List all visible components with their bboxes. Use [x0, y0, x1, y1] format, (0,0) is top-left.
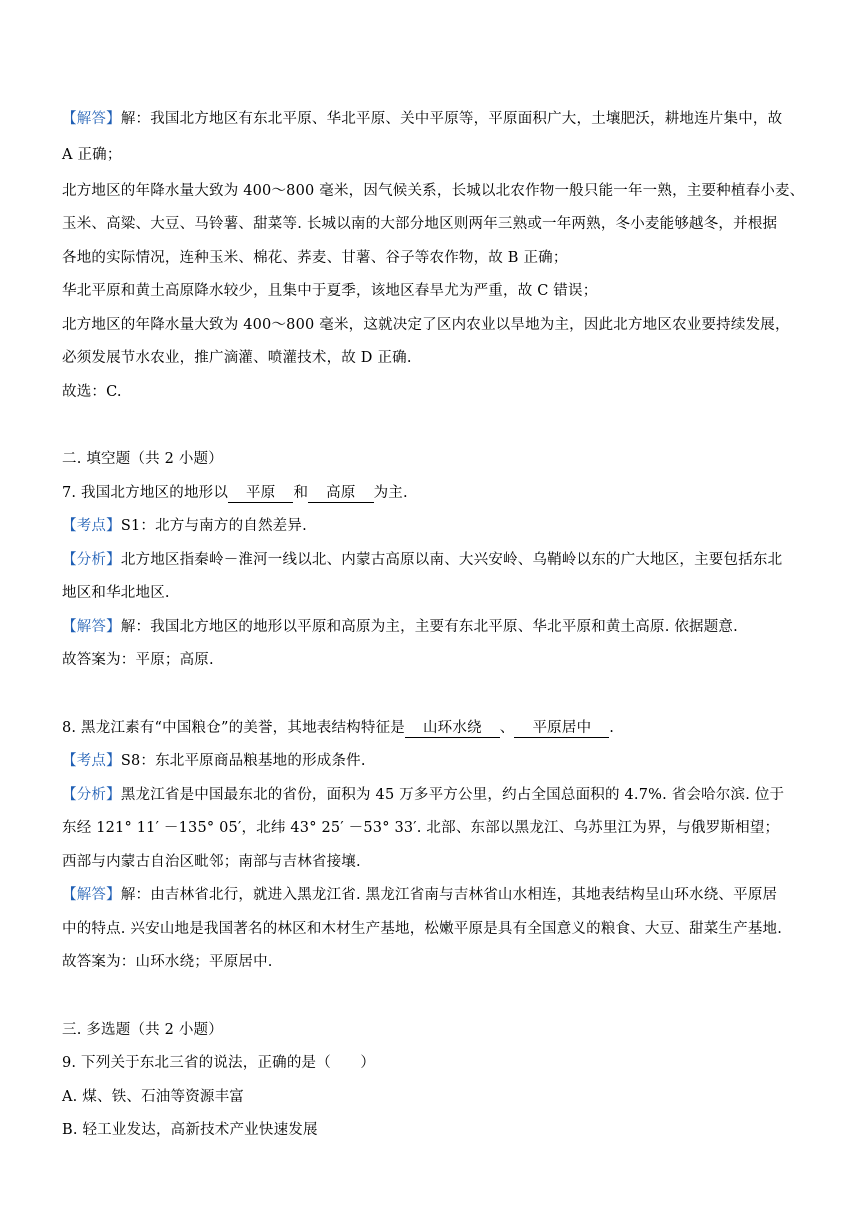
analysis-tag: 【分析】 [62, 552, 121, 568]
q8-analysis-line-3: 西部与内蒙古自治区毗邻；南部与吉林省接壤. [62, 854, 361, 870]
q8-blank-1: 山环水绕 [405, 719, 500, 738]
q6-answer-line-2: A 正确； [62, 147, 122, 163]
section-3-title: 三. 多选题（共 2 小题） [62, 1022, 223, 1038]
q6-answer-text: 解：我国北方地区有东北平原、华北平原、关中平原等，平原面积广大，土壤肥沃，耕地连片集中，故 [120, 111, 783, 127]
q8-answer-text: 解：由吉林省北行，就进入黑龙江省. 黑龙江省南与吉林省山水相连，其地表结构呈山环水绕、平原居 [120, 887, 778, 903]
q7-stem [62, 483, 408, 503]
analysis-tag: 【分析】 [62, 787, 121, 803]
q8-analysis-line-2: 东经 121° 11′ －135° 05′，北纬 43° 25′ －53° 33′. 北部、东部以黑龙江、乌苏里江为界，与俄罗斯相望； [62, 820, 780, 836]
q7-analysis-line-1 [62, 550, 782, 570]
q7-analysis-line-2: 地区和华北地区. [62, 585, 170, 601]
q8-analysis-text: 黑龙江省是中国最东北的省份，面积为 45 万多平方公里，约占全国总面积的 4.7%. 省会哈尔滨. 位于 [120, 787, 785, 803]
answer-tag: 【解答】 [62, 887, 121, 903]
q7-stem-post: 为主. [373, 485, 408, 501]
q8-stem-pre: 8. 黑龙江素有“中国粮仓”的美誉，其地表结构特征是 [62, 720, 405, 736]
q8-stem [62, 718, 614, 738]
q7-point-text: S1：北方与南方的自然差异. [120, 518, 307, 534]
q6-choice: 故选：C. [62, 384, 122, 400]
q7-analysis-text: 北方地区指秦岭－淮河一线以北、内蒙古高原以南、大兴安岭、乌鞘岭以东的广大地区，主要包括东北 [120, 552, 783, 568]
point-tag: 【考点】 [62, 518, 121, 534]
q8-answer-line-1 [62, 885, 777, 905]
q8-blank-2: 平原居中 [514, 719, 609, 738]
q7-final: 故答案为：平原；高原. [62, 652, 214, 668]
q7-point [62, 516, 307, 536]
q9-stem: 9. 下列关于东北三省的说法，正确的是（ ） [62, 1055, 376, 1071]
q6-answer-line-7: 北方地区的年降水量大致为 400～800 毫米，这就决定了区内农业以旱地为主，因此北方地区农业要持续发展， [62, 317, 790, 333]
q6-answer-line-8: 必须发展节水农业，推广滴灌、喷灌技术，故 D 正确. [62, 350, 412, 366]
q8-analysis-line-1 [62, 785, 784, 805]
q6-answer-line-5: 各地的实际情况，连种玉米、棉花、荞麦、甘薯、谷子等农作物，故 B 正确； [62, 250, 568, 266]
q9-option-a: A. 煤、铁、石油等资源丰富 [62, 1089, 244, 1105]
q8-stem-post: . [609, 720, 615, 736]
q8-stem-mid: 、 [499, 720, 515, 736]
q8-answer-line-2: 中的特点. 兴安山地是我国著名的林区和木材生产基地，松嫩平原是具有全国意义的粮食、大豆、甜菜生产基地. [62, 921, 783, 937]
q6-answer-line-6: 华北平原和黄土高原降水较少，且集中于夏季，该地区春旱尤为严重，故 C 错误； [62, 283, 598, 299]
q6-answer-line-1 [62, 109, 782, 129]
q7-answer [62, 617, 738, 637]
q7-stem-pre: 7. 我国北方地区的地形以 [62, 485, 229, 501]
q8-final: 故答案为：山环水绕；平原居中. [62, 954, 273, 970]
q6-answer-line-3: 北方地区的年降水量大致为 400～800 毫米，因气候关系，长城以北农作物一般只能一年一熟，主要种植春小麦、 [62, 183, 805, 199]
q7-blank-2: 高原 [308, 484, 373, 503]
q8-point [62, 751, 366, 771]
q7-stem-mid: 和 [293, 485, 309, 501]
point-tag: 【考点】 [62, 753, 121, 769]
q7-answer-text: 解：我国北方地区的地形以平原和高原为主，主要有东北平原、华北平原和黄土高原. 依据题意. [120, 619, 738, 635]
q8-point-text: S8：东北平原商品粮基地的形成条件. [120, 753, 366, 769]
q6-answer-line-4: 玉米、高粱、大豆、马铃薯、甜菜等. 长城以南的大部分地区则两年三熟或一年两熟，冬小麦能够越冬，并根据 [62, 216, 778, 232]
q9-option-b: B. 轻工业发达，高新技术产业快速发展 [62, 1122, 318, 1138]
q7-blank-1: 平原 [228, 484, 293, 503]
section-2-title: 二. 填空题（共 2 小题） [62, 451, 223, 467]
answer-tag: 【解答】 [62, 111, 121, 127]
answer-tag: 【解答】 [62, 619, 121, 635]
